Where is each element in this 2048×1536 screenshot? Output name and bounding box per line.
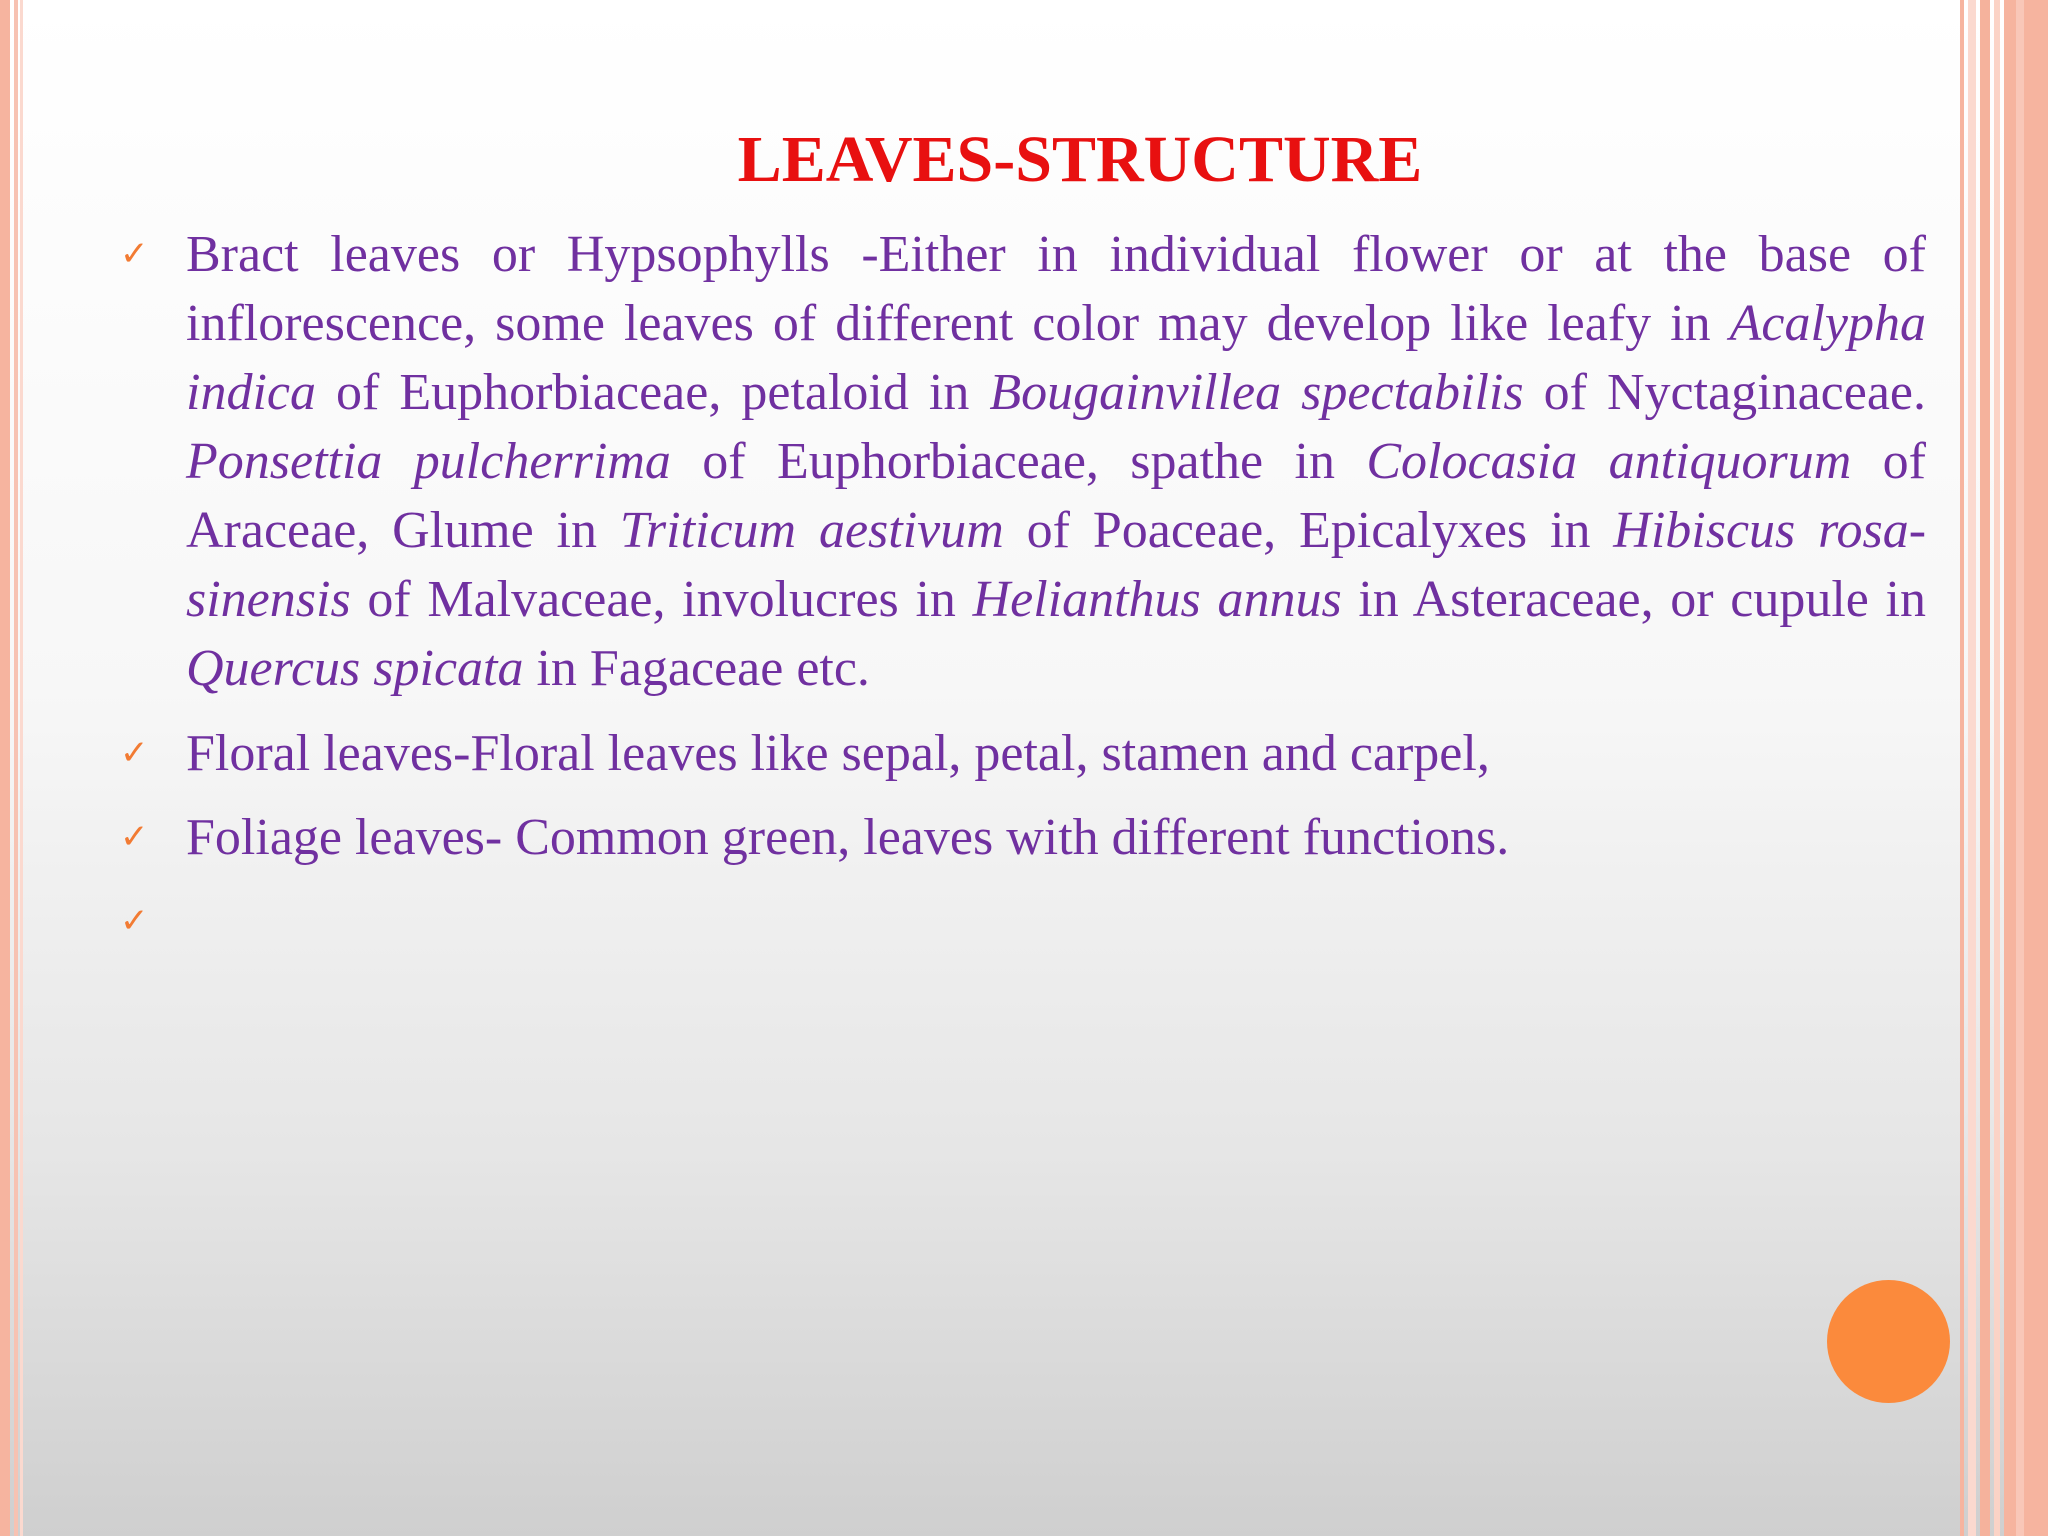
bullet-text: Floral leaves-Floral leaves like sepal, petal, stamen and carpel, xyxy=(186,725,1490,782)
check-mark-icon: ✓ xyxy=(120,901,149,941)
right-border-stripe xyxy=(1968,0,1976,1536)
bullet-item-floral-leaves xyxy=(120,719,1926,788)
check-mark-icon: ✓ xyxy=(120,234,149,274)
right-border-stripe xyxy=(1960,0,1964,1536)
right-border-stripe xyxy=(2004,0,2048,1536)
left-border-stripe xyxy=(0,0,10,1536)
right-border-stripe xyxy=(1980,0,1990,1536)
bullet-text: Bract leaves or Hypsophylls -Either in individual flower or at the base of inflorescence, some leaves of different color may develop like leafy in Acalypha indica of Euphorbiaceae, petaloid in Bougainvillea spectabilis of Nyctaginaceae. Ponsettia pulcherrima of Euphorbiaceae, spathe in Colocasia antiquorum of Araceae, Glume in Triticum aestivum of Poaceae, Epicalyxes in Hibiscus rosa-sinensis of Malvaceae, involucres in Helianthus annus in Asteraceae, or cupule in Quercus spicata in Fagaceae etc. xyxy=(186,226,1927,697)
check-mark-icon: ✓ xyxy=(120,733,149,773)
left-border-stripe xyxy=(14,0,18,1536)
bullet-list xyxy=(120,220,1926,956)
right-border-stripe xyxy=(1994,0,2000,1536)
right-border-stripe xyxy=(2016,0,2024,1536)
slide-title: LEAVES-STRUCTURE xyxy=(737,123,1423,196)
bullet-text: Foliage leaves- Common green, leaves with different functions. xyxy=(186,809,1510,866)
check-mark-icon: ✓ xyxy=(120,817,149,857)
left-border-stripe xyxy=(20,0,23,1536)
orange-circle-decoration xyxy=(1827,1280,1950,1403)
bullet-item-foliage-leaves xyxy=(120,803,1926,872)
bullet-item-empty xyxy=(120,887,1926,956)
bullet-item-bract-leaves xyxy=(120,220,1926,703)
